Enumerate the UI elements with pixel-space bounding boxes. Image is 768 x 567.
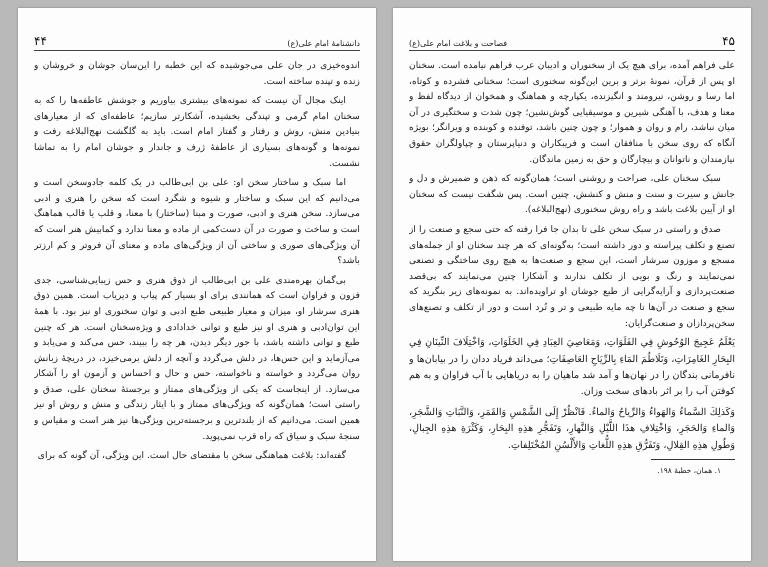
left-page-header	[34, 36, 360, 51]
paragraph: صدق و راستی در سبک سخن علی تا بدان جا فرا رفته که حتی سجع و صنعت را از تصنع و تکلف پیراسته و دور داشته است؛ به‌گونه‌ای که هر چند سخنان او از جمله‌های مسجع و موزون سرشار است، این سجع و صنعت‌ها به هیچ روی ساختگی و تصنعی نمی‌نمایند و رنگ و بویی از تکلف ندارند و آشکارا چنین می‌نمایند که بی‌قصد صنعت‌پردازی و آرایه‌گرایی از طبع جوشان او تراویده‌اند. به نمونه‌های زیر بنگرید که سجع و صنعت در آن‌ها تا چه مایه طبیعی و تر و تُرد است و دور از تکلف و تصنع‌های سخن‌پردازان و صنعت‌گرایان:	[409, 223, 735, 329]
footnote-divider	[651, 459, 735, 460]
paragraph: گفته‌اند: بلاغت هماهنگی سخن با مقتضای حال است. این ویژگی، آن گونه که برای	[37, 450, 346, 462]
right-page-header	[409, 36, 735, 51]
paragraph: اما سبک و ساختار سخن او: علی بن ابی‌طالب در یک کلمه جادوسخن است و می‌دانیم که این سبک و ساختار و شیوه و شگرد است که سخن را هنری و ادبی می‌سازد. سخن هنری و ادبی، صورت و مبنا (ساختار) با معنا، و قلب یا قالب هماهنگ است و ساخت و صورت در آن دست‌کمی از ماده و معنا ندارد و کمابیش هنر است که آن ویژگی‌های صوری و ساختی آن از ویژگی‌های ماده و معنای آن فروتر و کم ارزتر باشد؟	[34, 177, 360, 267]
paragraph: اینک مجال آن نیست که نمونه‌های بیشتری بیاوریم و جوشش عاطفه‌ها را که به سخنان امام گرمی و تپندگی بخشیده، آشکارتر سازیم؛ عاطفه‌ای که از معیارهای بنیادین منش، روش و رفتار و گفتار امام است. باید به گلگشت نهج‌البلاغه رفت و نمونه‌ها و گونه‌های بسیاری از عاطفهٔ ژرف و جاندار و جوشان امام را به تماشا نشست.	[34, 95, 360, 169]
left-page-body	[34, 58, 360, 551]
footnote: ۱. همان، خطبهٔ ۱۹۸.	[657, 465, 721, 475]
right-page-body	[409, 58, 735, 551]
paragraph: سبک سخنان علی، صراحت و روشنی است؛ همان‌گونه که ذهن و ضمیرش و دل و جانش و سیرت و سنت و منش و کنشش، چنین است. پس شگفت نیست که سخنان او از آیین بلاغت باشد و راه روش سخنوری (نهج‌البلاغه).	[409, 173, 735, 216]
paragraph: علی فراهم آمده، برای هیچ یک از سخنوران و ادیبان عرب فراهم نیامده است. سخنان او پس از قرآن، نمونهٔ برتر و برین این‌گونه سخنوری است؛ سخنانی فشرده و کوتاه، اما رسا و روشن، نیرومند و انگیزنده، یکپارچه و هماهنگ و همخوان از دیدگاه لفظ و معنا و هدف، با آهنگی شیرین و موسیقیایی گوش‌نشین؛ چون شدت و سختگیری در آن میان نباشد، رام و روان و هموار؛ و چون چنین باشد، توفنده و کوبنده و ویرانگر؛ بویژه آنگاه که روی سخن با منافقان است و فریبکاران و دنیاپرستان و چپاولگران حقوق نیازمندان و ناتوانان و بیچارگان و حق به زمین ماندگان.	[409, 60, 735, 165]
right-page	[393, 8, 751, 561]
right-running-title: فصاحت و بلاغت امام علی(ع)	[409, 39, 508, 48]
left-page-number: ۴۴	[34, 34, 47, 48]
right-page-number: ۴۵	[722, 34, 735, 48]
paragraph: اندوه‌خیزی در جان علی می‌جوشیده که این خطبه را این‌سان جوشان و خروشان و زنده و تپنده ساخته است.	[34, 60, 360, 87]
left-running-title: دانشنامهٔ امام علی(ع)	[287, 39, 360, 48]
arabic-quote: وَكَذلِكَ السَّماءُ وَالهَواءُ وَالرِّياحُ وَالماءُ. فَانْظُرْ إِلَى الشَّمْسِ وَالقَمَرِ، وَالنَّبَاتِ وَالشَّجَرِ، وَالماءِ وَالحَجَرِ، وَاخْتِلافِ هذَا اللَّيْلِ وَالنَّهارِ، وَتَفَجُّرِ هذِهِ البِحَارِ، وَكَثْرَةِ هذِهِ الجِبالِ، وَطُولِ هذِهِ القِلالِ، وَتَفَرُّقِ هذِهِ اللُّغاتِ وَالأَلْسُنِ المُخْتَلِفاتِ.	[409, 406, 735, 451]
arabic-quote: يَعْلَمُ عَجِيجَ الوُحُوشِ فِي الفَلَوَاتِ، وَمَعَاصِيَ العِبَادِ فِي الخَلَوَاتِ، وَاخْتِلَافَ النِّينَانِ فِي البِحَارِ الغَامِرَاتِ، وَتَلَاطُمَ المَاءِ بِالرِّيَاحِ العَاصِفَاتِ؛ می‌داند فریاد ددان را در بیابان‌ها و نافرمانی بندگان را در نهان‌ها و آمد شد ماهیان را به دریاهایی با آب فراوان و به هم کوفتن آب را بر اثر بادهای سخت وزان.	[409, 337, 735, 398]
left-page	[18, 8, 376, 561]
paragraph: بی‌گمان بهره‌مندی علی بن ابی‌طالب از ذوق هنری و حس زیبایی‌شناسی، جدی فزون و فراوان است که همانندی برای او بسیار کم پیاب و دیریاب است. همین ذوق هنری سرشار او، میزان و معیار طبیعی طبع ادبی و توان سخنوری او نیز بود. با همهٔ این توان‌ادبی و هنری او نیز طبع و توانی خدادادی و ویژه‌سخنان است. هر که چنین طبع و توانی داشته باشد، با جور دیگر دیدن، هر چه را ببیند، حس می‌کند و می‌یابد و می‌آزماید و این حس‌ها، در دلش می‌گردد و آنچه از دلش برمی‌خیزد، در دریچهٔ زبانش روان می‌گردد و خواسته و ناخواسته، حس و حال و احساس و آزمون او را آشکار می‌سازد. از اینجاست که یکی از ویژگی‌های ممتاز و برجستهٔ سخنان علی، صدق و راستی است؛ همان‌گونه که ویژگی‌های ممتاز و با ایثار زندگی و منش و روش او نیز همین است. می‌دانیم که از بلندترین و برجسته‌ترین ویژگی‌ها نیز هنر است و مقیاس و سنجهٔ سبک و سیاق که راه قرب نمی‌پوید.	[34, 274, 360, 442]
